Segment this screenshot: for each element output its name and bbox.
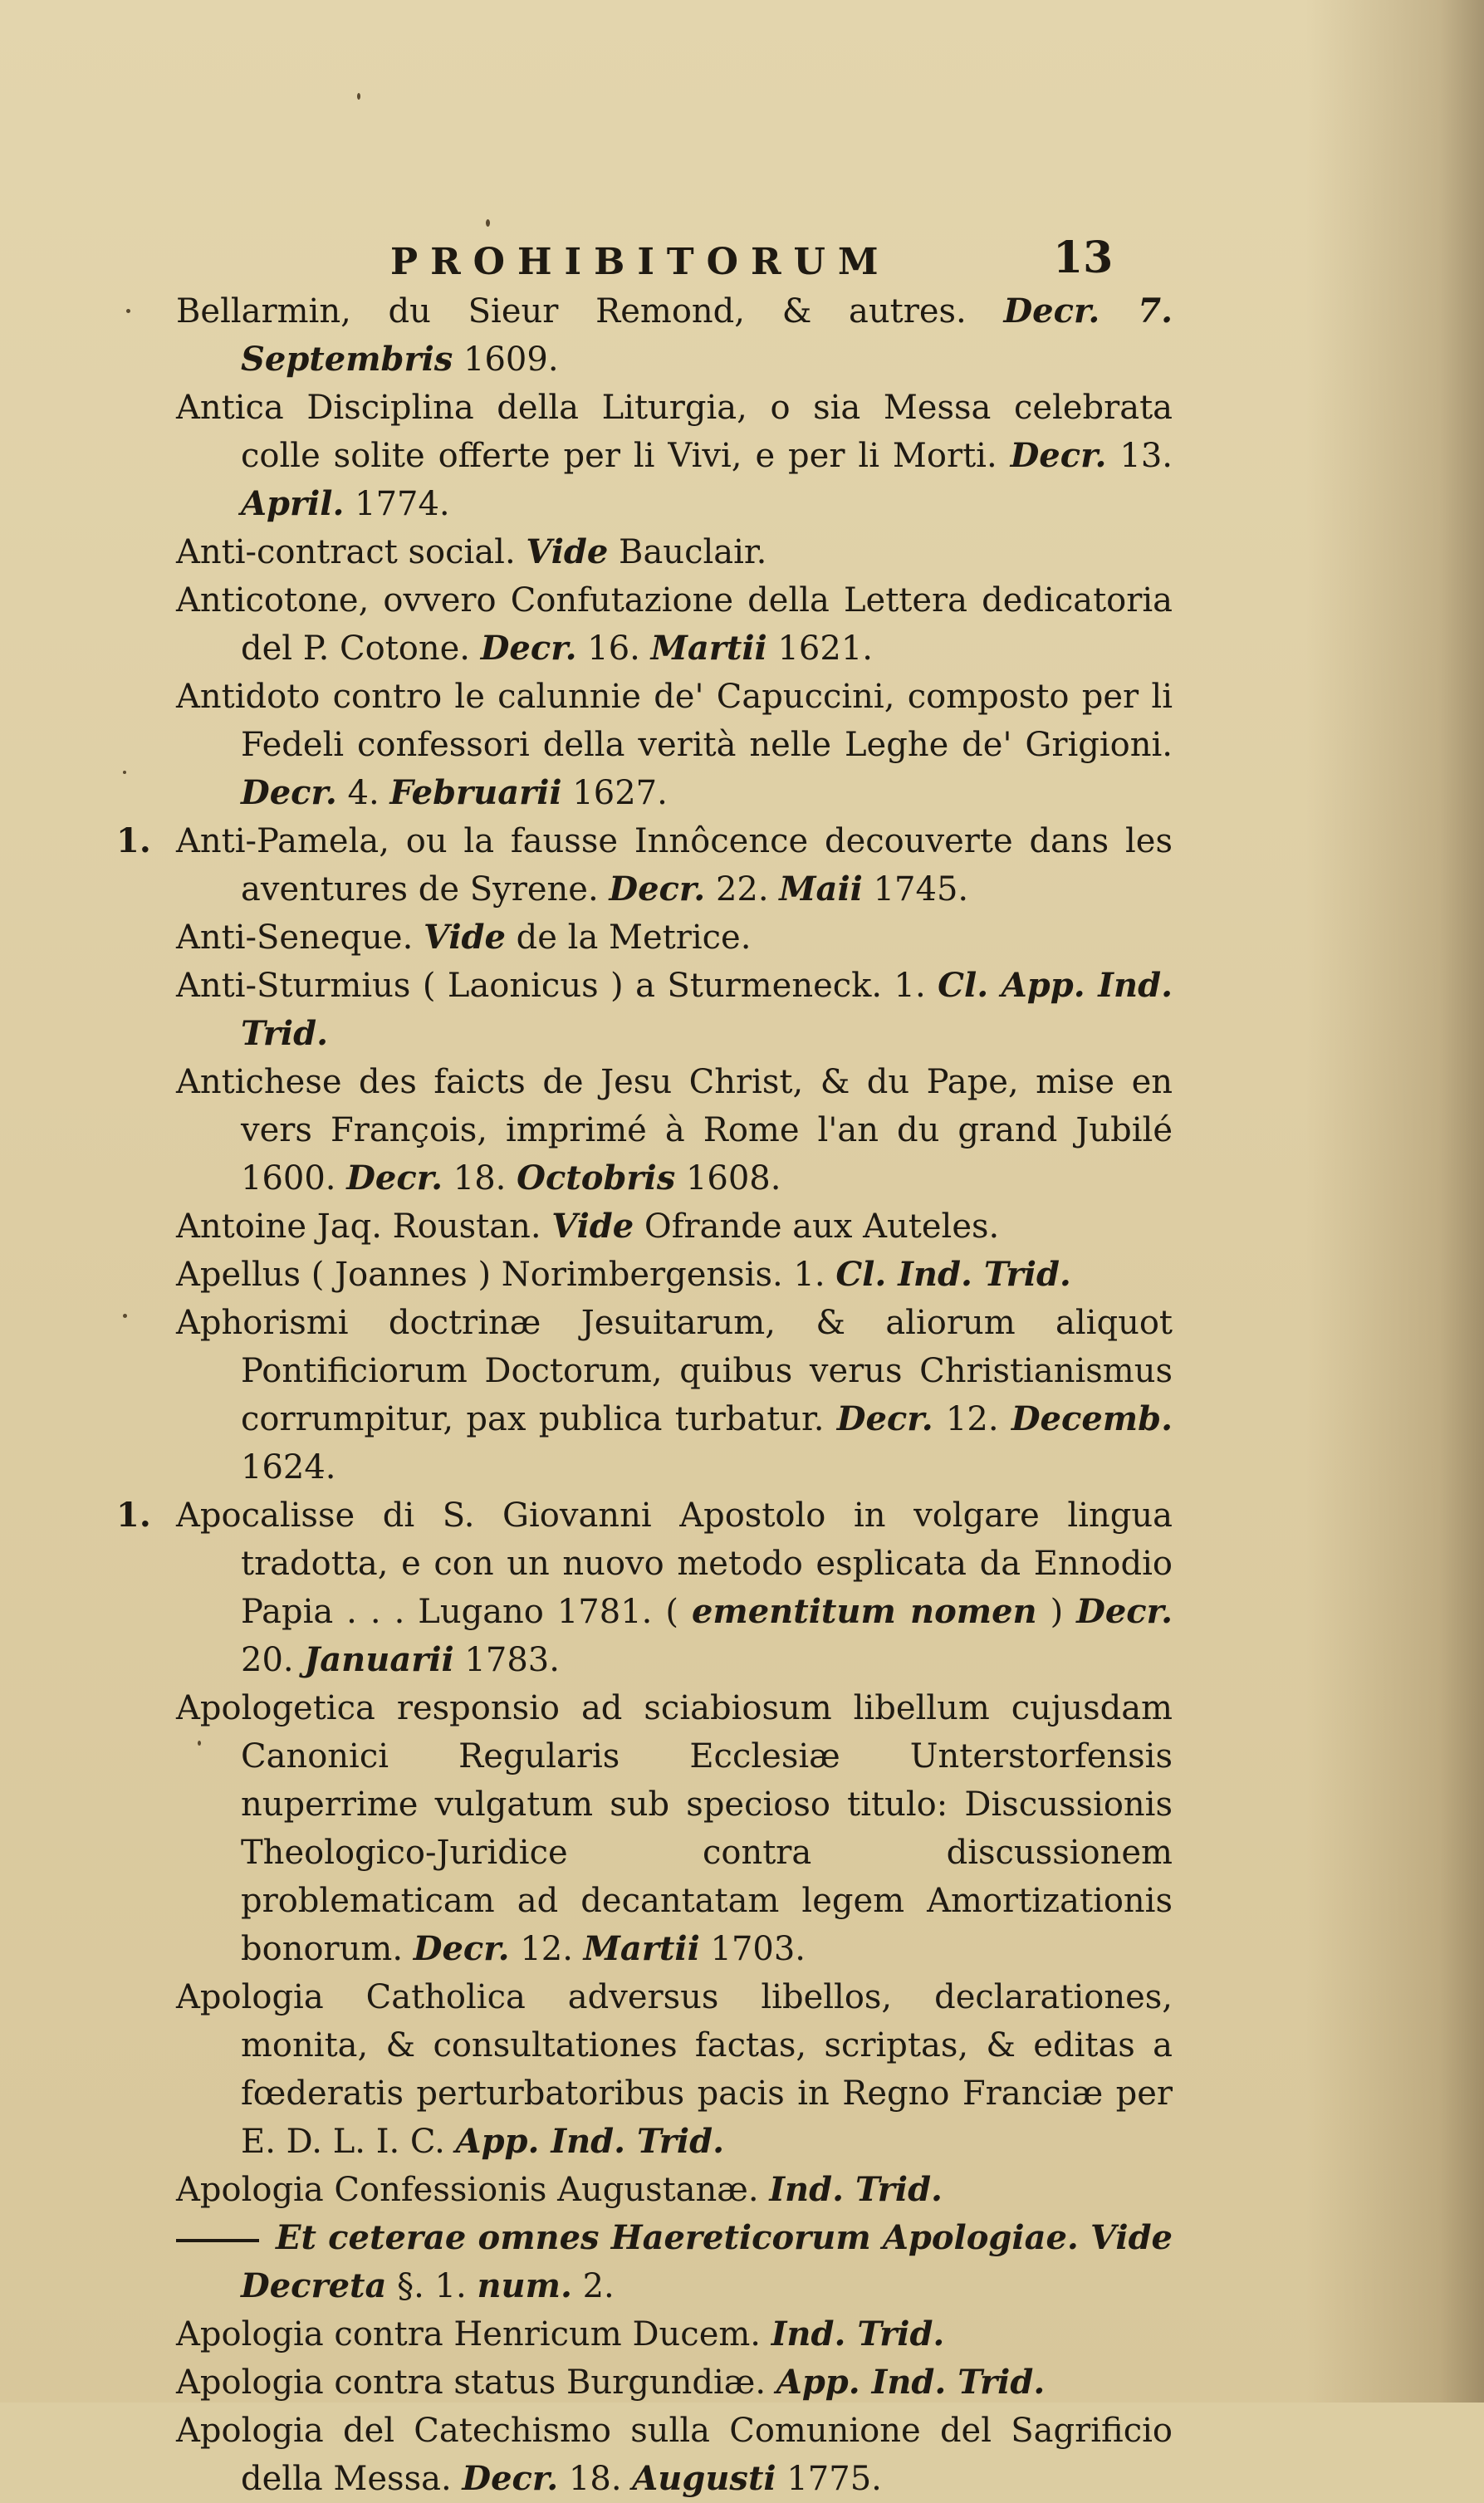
entry-italic-text: App. Ind. Trid. xyxy=(776,2363,1046,2402)
entry-text: 16. xyxy=(576,629,651,668)
entry-italic-text: Decr. xyxy=(480,629,577,668)
entry-italic-text: Ind. Trid. xyxy=(769,2170,943,2209)
entry-italic-text: Cl. Ind. Trid. xyxy=(835,1255,1071,1294)
entry-italic-text: Decr. xyxy=(413,1929,510,1968)
entry-text: 1609. xyxy=(453,340,559,379)
running-title: PROHIBITORUM xyxy=(390,241,891,283)
index-entry xyxy=(176,1058,1173,1203)
index-entry xyxy=(176,673,1173,817)
index-entry xyxy=(176,1251,1173,1299)
entry-text: ) xyxy=(1036,1593,1077,1631)
index-entry xyxy=(176,287,1173,384)
entry-italic-text: Februarii xyxy=(389,773,562,812)
entry-italic-text: Decr. xyxy=(836,1399,933,1438)
entry-text: 22. xyxy=(705,870,780,909)
entry-italic-text: April. xyxy=(241,484,345,523)
entry-text: Apologia contra status Burgundiæ. xyxy=(176,2363,776,2402)
entry-text: 1783. xyxy=(453,1641,560,1679)
index-entry xyxy=(176,528,1173,576)
paper-speck xyxy=(126,309,130,313)
index-entry xyxy=(176,2166,1173,2214)
index-entry xyxy=(176,576,1173,673)
entry-italic-text: Januarii xyxy=(304,1640,454,1679)
entry-mark: 1. xyxy=(116,821,151,860)
entry-text: Bauclair. xyxy=(608,533,767,571)
entry-text: 12. xyxy=(933,1400,1011,1438)
entry-text: 18. xyxy=(558,2460,633,2498)
entry-text: Apologia del Catechismo sulla Comunione del Sagrificio della Messa. xyxy=(176,2412,1173,2498)
index-entries xyxy=(116,287,1173,2503)
index-entry xyxy=(176,2407,1173,2503)
entry-text: 1774. xyxy=(344,485,450,523)
entry-text: 13. xyxy=(1106,437,1173,475)
index-entry xyxy=(176,2310,1173,2359)
entry-text: 1624. xyxy=(241,1448,336,1487)
entry-italic-text: Et ceterae omnes Haereticorum Apologiae. Vide Decreta xyxy=(241,2218,1173,2305)
entry-italic-text: Decr. xyxy=(346,1158,443,1198)
entry-italic-text: Vide xyxy=(526,532,609,571)
entry-text: Anti-Sturmius ( Laonicus ) a Sturmeneck. 1. xyxy=(176,967,938,1005)
ditto-dash xyxy=(176,2239,259,2242)
entry-text: 12. xyxy=(509,1930,584,1968)
entry-italic-text: Octobris xyxy=(517,1158,676,1198)
entry-italic-text: Decr. xyxy=(462,2459,559,2498)
entry-italic-text: Vide xyxy=(551,1207,634,1246)
entry-text: Apologia Catholica adversus libellos, declarationes, monita, & consultationes factas, scriptas, & editas a fœderatis perturbatoribus pacis in Regno Franciæ per E. D. L. I. C. xyxy=(176,1978,1173,2161)
entry-italic-text: Vide xyxy=(424,918,506,957)
entry-italic-text: Decemb. xyxy=(1011,1399,1173,1438)
index-entry xyxy=(176,2214,1173,2310)
entry-mark: 1. xyxy=(116,1496,151,1535)
paper-speck xyxy=(123,1314,127,1318)
index-entry xyxy=(176,1973,1173,2166)
entry-italic-text: Maii xyxy=(779,869,863,909)
index-entry xyxy=(116,1492,1173,1684)
entry-text: 1745. xyxy=(862,870,969,909)
index-entry xyxy=(116,817,1173,914)
entry-italic-text: Decr. xyxy=(609,869,706,909)
paper-speck xyxy=(486,219,490,227)
index-entry xyxy=(176,1203,1173,1251)
entry-text: 20. xyxy=(241,1641,305,1679)
entry-text: Bellarmin, du Sieur Remond, & autres. xyxy=(176,292,1004,331)
entry-text: Antica Disciplina della Liturgia, o sia Messa celebrata colle solite offerte per li Vivi, e per li Morti. xyxy=(176,389,1173,475)
entry-italic-text: Cl. App. Ind. Trid. xyxy=(241,966,1173,1053)
entry-text: de la Metrice. xyxy=(505,918,752,957)
entry-text: Aphorismi doctrinæ Jesuitarum, & aliorum aliquot Pontificiorum Doctorum, quibus verus Christianismus corrumpitur, pax publica turbatur. xyxy=(176,1304,1173,1438)
paper-speck xyxy=(123,771,126,774)
entry-text: Anti-Seneque. xyxy=(176,918,424,957)
entry-italic-text: Decr. xyxy=(241,773,337,812)
entry-text: Anticotone, ovvero Confutazione della Lettera dedicatoria del P. Cotone. xyxy=(176,581,1173,668)
paper-speck xyxy=(357,93,360,100)
entry-italic-text: Martii xyxy=(650,629,767,668)
page-number: 13 xyxy=(1053,233,1114,283)
entry-text: 1608. xyxy=(675,1159,781,1198)
entry-italic-text: Decr. xyxy=(1010,436,1107,475)
entry-italic-text: Decr. xyxy=(1076,1592,1173,1631)
entry-text: 1621. xyxy=(766,629,873,668)
entry-italic-text: App. Ind. Trid. xyxy=(455,2122,725,2161)
entry-text: Anti-Pamela, ou la fausse Innôcence decouverte dans les aventures de Syrene. xyxy=(176,822,1173,909)
entry-text: 1703. xyxy=(699,1930,806,1968)
entry-italic-text: Martii xyxy=(583,1929,700,1968)
entry-text: 1775. xyxy=(776,2460,882,2498)
entry-text: Apocalisse di S. Giovanni Apostolo in volgare lingua tradotta, e con un nuovo metodo esplicata da Ennodio Papia . . . Lugano 1781. ( xyxy=(176,1496,1173,1631)
entry-italic-text: Ind. Trid. xyxy=(771,2314,945,2354)
index-entry xyxy=(176,1299,1173,1492)
index-entry xyxy=(176,962,1173,1058)
entry-text: Apologia contra Henricum Ducem. xyxy=(176,2315,771,2354)
entry-text: 2. xyxy=(571,2267,615,2305)
index-entry xyxy=(176,1684,1173,1973)
entry-text: Apologia Confessionis Augustanæ. xyxy=(176,2171,770,2209)
entry-italic-text: num. xyxy=(477,2266,572,2305)
entry-italic-text: Decr. 7. Septembris xyxy=(241,291,1173,379)
entry-italic-text: ementitum nomen xyxy=(691,1592,1037,1631)
index-entry xyxy=(176,2359,1173,2407)
entry-text: Antidoto contro le calunnie de' Capuccini, composto per li Fedeli confessori della verità nelle Leghe de' Grigioni. xyxy=(176,678,1173,764)
entry-text: 18. xyxy=(443,1159,517,1198)
entry-italic-text: Augusti xyxy=(632,2459,776,2498)
entry-text: Ofrande aux Auteles. xyxy=(634,1207,1000,1246)
entry-text: Antichese des faicts de Jesu Christ, & du Pape, mise en vers François, imprimé à Rome l'an du grand Jubilé 1600. xyxy=(176,1063,1173,1198)
entry-text: Apologetica responsio ad sciabiosum libellum cujusdam Canonici Regularis Ecclesiæ Unterstorfensis nuperrime vulgatum sub specioso titulo: Discussionis Theologico-Juridice contra discussionem problematicam ad decantatam legem Amortizationis bonorum. xyxy=(176,1689,1173,1968)
index-entry xyxy=(176,914,1173,962)
entry-text: §. 1. xyxy=(386,2267,478,2305)
entry-text: Antoine Jaq. Roustan. xyxy=(176,1207,552,1246)
paper-speck xyxy=(198,1741,201,1746)
entry-text: Apellus ( Joannes ) Norimbergensis. 1. xyxy=(176,1256,836,1294)
index-entry xyxy=(176,384,1173,528)
entry-text: Anti-contract social. xyxy=(176,533,527,571)
entry-text: 1627. xyxy=(561,774,668,812)
entry-text: 4. xyxy=(336,774,390,812)
